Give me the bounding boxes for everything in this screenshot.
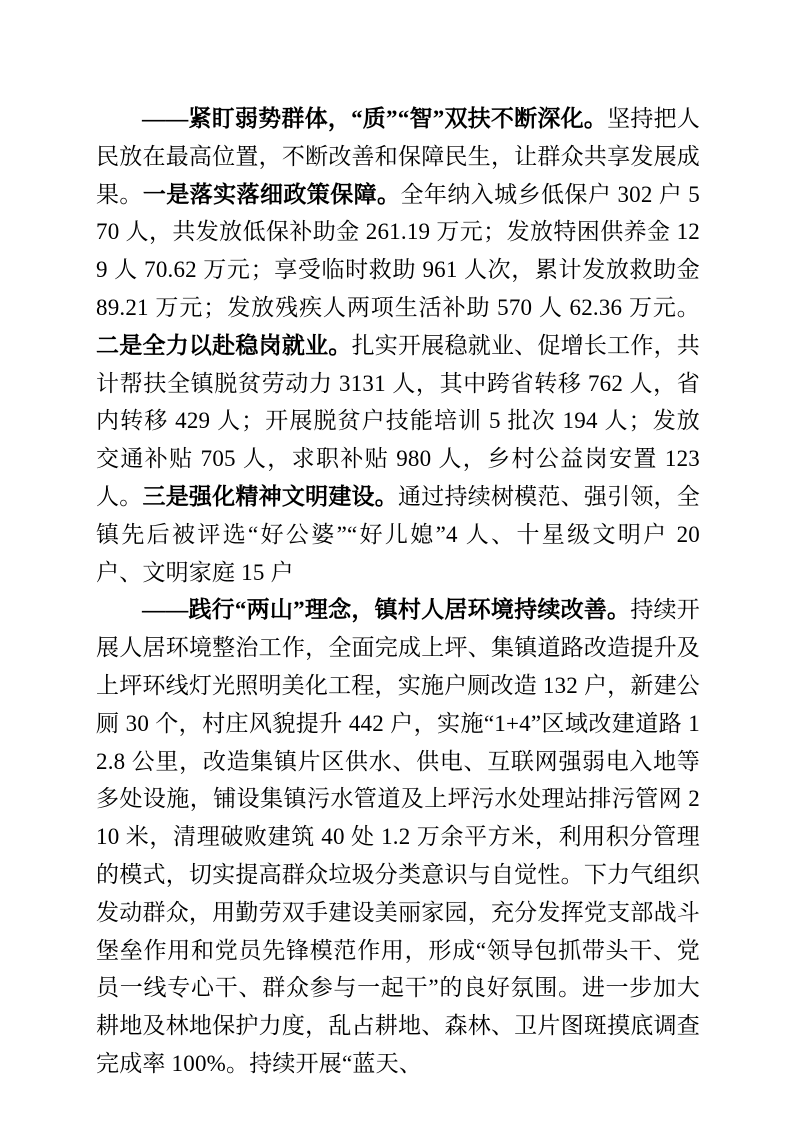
subheading-policy-guarantee: 一是落实落细政策保障。 — [142, 181, 401, 207]
subheading-spiritual-civilization: 三是强化精神文明建设。 — [142, 483, 399, 509]
body-text: 全年纳入城乡低保户 302 户 570 人，共发放低保补助金 261.19 万元；发放特困供养金 129 人 70.62 万元；享受临时救助 961 人次，累计发放救助金 89.21 万元；发放残疾人两项生活补助 570 人 62.36 万元。 — [96, 181, 701, 320]
body-text: 扎实开展稳就业、促增长工作，共计帮扶全镇脱贫劳动力 3131 人，其中跨省转移 762 人，省内转移 429 人；开展脱贫户技能培训 5 批次 194 人；发放交通补贴 705 人，求职补贴 980 人，乡村公益岗安置 123 人。 — [96, 332, 701, 509]
subheading-employment: 二是全力以赴稳岗就业。 — [96, 332, 352, 358]
paragraph-vulnerable-groups — [96, 100, 700, 591]
body-text: 通过持续树模范、强引领，全镇先后被评选“好公婆”“好儿媳”4 人、十星级文明户 20 户、文明家庭 15 户 — [96, 483, 700, 585]
paragraph-heading-living-environment: ——践行“两山”理念，镇村人居环境持续改善。 — [142, 597, 631, 623]
paragraph-living-environment — [96, 591, 700, 1082]
paragraph-heading-vulnerable-groups: ——紧盯弱势群体，“质”“智”双扶不断深化。 — [142, 106, 608, 131]
body-text: 坚持把人民放在最高位置，不断改善和保障民生，让群众共享发展成果。 — [96, 106, 700, 207]
body-text: 持续开展人居环境整治工作，全面完成上坪、集镇道路改造提升及上坪环线灯光照明美化工程，实施户厕改造 132 户，新建公厕 30 个，村庄风貌提升 442 户，实施“1+4”区域改建道路 12.8 公里，改造集镇片区供水、供电、互联网强弱电入地等多处设施，铺设集镇污水管道及上坪污水处理站排污管网 210 米，清理破败建筑 40 处 1.2 万余平方米，利用积分管理的模式，切实提高群众垃圾分类意识与自觉性。下力气组织发动群众，用勤劳双手建设美丽家园，充分发挥党支部战斗堡垒作用和党员先锋模范作用，形成“领导包抓带头干、党员一线专心干、群众参与一起干”的良好氛围。进一步加大耕地及林地保护力度，乱占耕地、森林、卫片图斑摸底调查完成率 100%。持续开展“蓝天、 — [96, 597, 700, 1076]
